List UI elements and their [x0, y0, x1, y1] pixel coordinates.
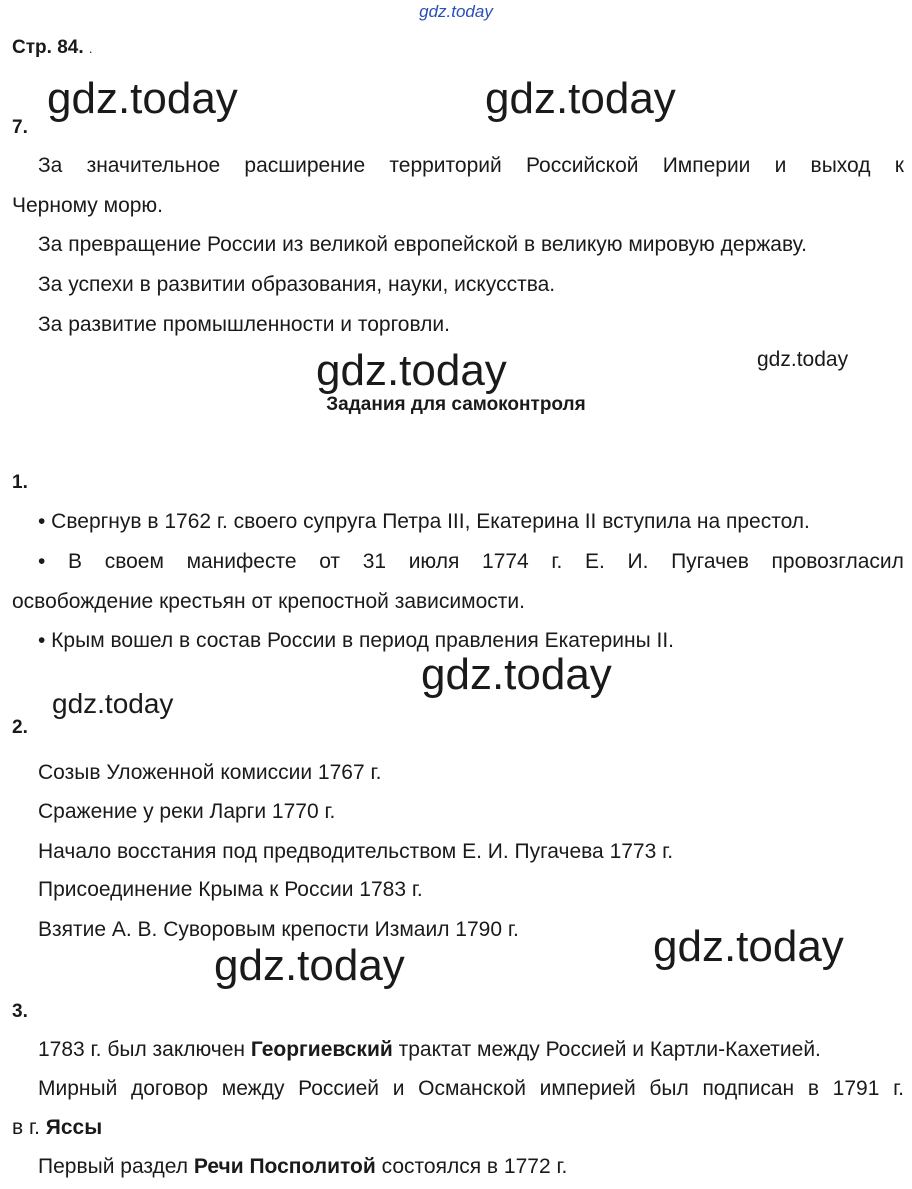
page-title-text: Стр. 84.	[12, 37, 84, 58]
s3-term-rzeczpospolita: Речи Посполитой	[193, 1155, 376, 1178]
page-title	[12, 37, 93, 59]
s2-item-5: Взятие А. В. Суворовым крепости Измаил 1790 г.	[38, 918, 519, 941]
s3-line-2-cont: в г. Яссы	[12, 1116, 103, 1139]
watermark: gdz.today	[421, 650, 612, 699]
watermark: gdz.today	[316, 346, 507, 395]
s3-term-georgievsky: Георгиевский	[250, 1038, 393, 1061]
watermark: gdz.today	[653, 922, 844, 971]
watermark: gdz.today	[485, 74, 676, 123]
s2-item-2: Сражение у реки Ларги 1770 г.	[38, 800, 336, 823]
task-number-2: 2.	[12, 717, 28, 738]
s1-bullet-3: • Крым вошел в состав России в период правления Екатерины II.	[38, 629, 674, 652]
s1-bullet-1: • Свергнув в 1762 г. своего супруга Петра III, Екатерина II вступила на престол.	[38, 510, 810, 533]
watermark: gdz.today	[757, 348, 849, 371]
s3-line-2: Мирный договор между Россией и Османской империей был подписан в 1791 г.	[38, 1077, 904, 1100]
s3-line-1: 1783 г. был заключен Георгиевский трактат между Россией и Картли-Кахетией.	[38, 1038, 821, 1061]
s1-bullet-2: • В своем манифесте от 31 июля 1774 г. Е. И. Пугачев провозгласил	[38, 550, 904, 573]
q7-line-1: За значительное расширение территорий Российской Империи и выход к	[38, 154, 904, 177]
q7-line-1-cont: Черному морю.	[12, 194, 164, 217]
s1-bullet-2-cont: освобождение крестьян от крепостной зависимости.	[12, 590, 525, 613]
q7-line-4: За развитие промышленности и торговли.	[38, 313, 450, 336]
watermark: gdz.today	[214, 941, 405, 990]
s2-item-1: Созыв Уложенной комиссии 1767 г.	[38, 761, 382, 784]
s3-term-yassy: Яссы	[45, 1116, 103, 1139]
s2-item-3: Начало восстания под предводительством Е. И. Пугачева 1773 г.	[38, 840, 674, 863]
task-number-3: 3.	[12, 1001, 28, 1022]
q7-line-2: За превращение России из великой европейской в великую мировую державу.	[38, 233, 807, 256]
section-title: Задания для самоконтроля	[326, 394, 586, 415]
s2-item-4: Присоединение Крыма к России 1783 г.	[38, 878, 423, 901]
question-number-7: 7.	[12, 117, 28, 138]
watermark: gdz.today	[52, 688, 174, 719]
s3-line-3: Первый раздел Речи Посполитой состоялся в 1772 г.	[38, 1155, 568, 1178]
top-watermark: gdz.today	[419, 2, 493, 21]
q7-line-3: За успехи в развитии образования, науки, искусства.	[38, 273, 556, 296]
watermark: gdz.today	[47, 74, 238, 123]
task-number-1: 1.	[12, 472, 28, 493]
page-title-mark: .	[88, 41, 93, 56]
